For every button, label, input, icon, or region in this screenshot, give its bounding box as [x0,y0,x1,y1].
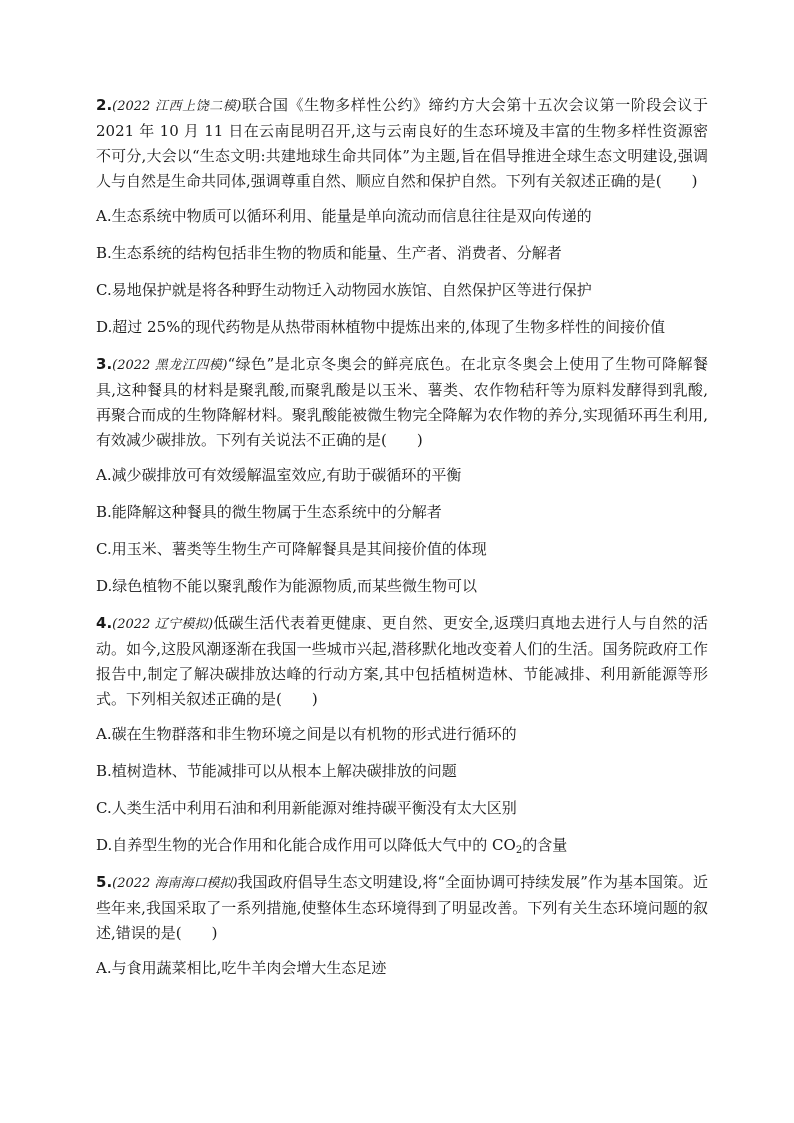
question-dot: . [106,873,113,891]
question-source: (2022 黑龙江四模) [112,358,228,373]
option-c[interactable]: C.易地保护就是将各种野生动物迁入动物园水族馆、自然保护区等进行保护 [96,281,592,299]
co2-subscript: 2 [515,845,523,856]
question-stem [96,611,708,712]
option-a[interactable]: A.生态系统中物质可以循环利用、能量是单向流动而信息往往是双向传递的 [96,207,592,225]
question-number: 3 [96,355,107,373]
question-3 [96,352,708,599]
question-stem [96,352,708,453]
question-number: 5 [96,873,107,891]
question-stem [96,870,708,946]
question-dot: . [106,614,113,632]
question-text: 低碳生活代表着更健康、更自然、更安全,返璞归真地去进行人与自然的活动。如今,这股风潮逐渐在我国一些城市兴起,潜移默化地改变着人们的生活。国务院政府工作报告中,制定了解决碳排放达峰的行动方案,其中包括植树造林、节能减排、利用新能源等形式。下列相关叙述正确的是( ) [96,614,708,708]
option-a[interactable]: A.与食用蔬菜相比,吃牛羊肉会增大生态足迹 [96,959,387,977]
question-source: (2022 海南海口模拟) [112,876,238,891]
option-b[interactable]: B.生态系统的结构包括非生物的物质和能量、生产者、消费者、分解者 [96,244,562,262]
option-d[interactable]: D.绿色植物不能以聚乳酸作为能源物质,而某些微生物可以 [96,577,478,595]
question-text: “绿色”是北京冬奥会的鲜亮底色。在北京冬奥会上使用了生物可降解餐具,这种餐具的材料是聚乳酸,而聚乳酸是以玉米、薯类、农作物秸秆等为原料发酵得到乳酸,再聚合而成的生物降解材料。聚乳酸能被微生物完全降解为农作物的养分,实现循环再生利用,有效减少碳排放。下列有关说法不正确的是( ) [96,355,708,449]
option-b[interactable]: B.能降解这种餐具的微生物属于生态系统中的分解者 [96,503,442,521]
question-number: 4 [96,614,107,632]
question-2 [96,93,708,340]
option-d[interactable] [96,833,708,858]
option-a[interactable]: A.减少碳排放可有效缓解温室效应,有助于碳循环的平衡 [96,466,462,484]
question-dot: . [106,355,113,373]
question-5 [96,870,708,981]
option-c[interactable]: C.人类生活中利用石油和利用新能源对维持碳平衡没有太大区别 [96,799,517,817]
question-source: (2022 辽宁模拟) [112,617,214,632]
question-dot: . [106,96,113,114]
question-list [96,93,708,993]
question-text: 我国政府倡导生态文明建设,将“全面协调可持续发展”作为基本国策。近些年来,我国采取了一系列措施,使整体生态环境得到了明显改善。下列有关生态环境问题的叙述,错误的是( ) [96,873,708,942]
question-4 [96,611,708,858]
option-d-text: D.自养型生物的光合作用和化能合成作用可以降低大气中的 CO [96,836,516,854]
question-text: 联合国《生物多样性公约》缔约方大会第十五次会议第一阶段会议于 2021 年 10 月 11 日在云南昆明召开,这与云南良好的生态环境及丰富的生物多样性资源密不可分,大会以“生态文明:共建地球生命共同体”为主题,旨在倡导推进全球生态文明建设,强调人与自然是生命共同体,强调尊重自然、顺应自然和保护自然。下列有关叙述正确的是( ) [96,96,708,190]
option-a[interactable]: A.碳在生物群落和非生物环境之间是以有机物的形式进行循环的 [96,725,517,743]
question-source: (2022 江西上饶二模) [112,99,242,114]
option-c[interactable]: C.用玉米、薯类等生物生产可降解餐具是其间接价值的体现 [96,540,487,558]
option-d[interactable]: D.超过 25%的现代药物是从热带雨林植物中提炼出来的,体现了生物多样性的间接价值 [96,318,666,336]
question-stem [96,93,708,194]
option-b[interactable]: B.植树造林、节能减排可以从根本上解决碳排放的问题 [96,762,457,780]
question-number: 2 [96,96,107,114]
option-d-suffix: 的含量 [522,836,568,854]
